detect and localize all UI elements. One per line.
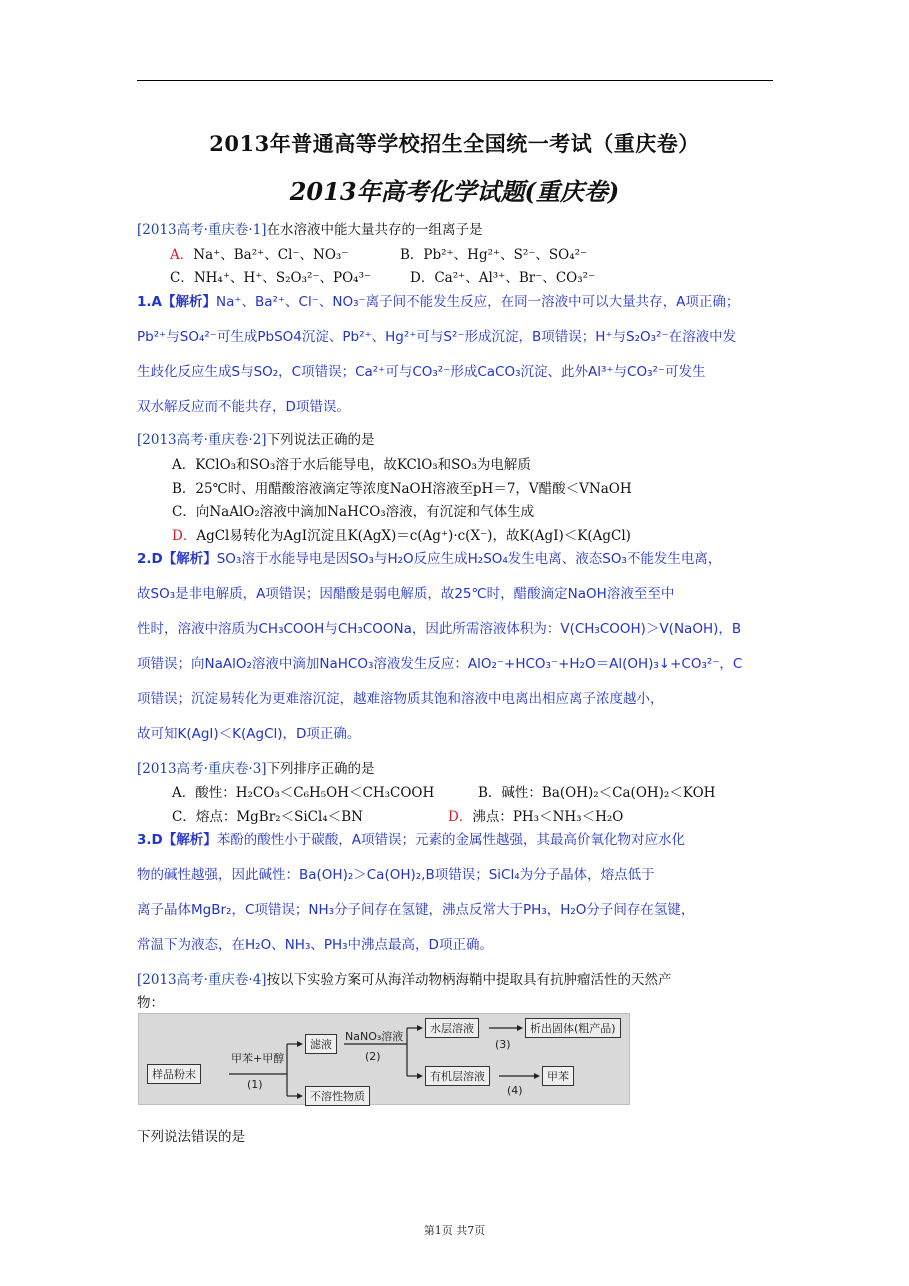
question-text: 下列说法正确的是 <box>266 432 375 448</box>
answer-lead: 2.D【解析】 <box>137 551 217 567</box>
answer-1-line-2: Pb²⁺与SO₄²⁻可生成PbSO4沉淀、Pb²⁺、Hg²⁺可与S²⁻形成沉淀，B项错误；H⁺与S₂O₃²⁻在溶液中发 <box>137 329 737 345</box>
question-2 <box>137 428 375 448</box>
q2-option-d <box>172 524 631 544</box>
question-text: 下列排序正确的是 <box>266 761 375 777</box>
answer-text: SO₃溶于水能导电是因SO₃与H₂O反应生成H₂SO₄发生电离、液态SO₃不能发生电离， <box>216 551 722 567</box>
header-rule <box>137 80 773 81</box>
option-letter: A． <box>170 247 194 263</box>
question-3 <box>137 757 375 777</box>
reagent-toluene-methanol: 甲苯+甲醇 <box>231 1052 285 1065</box>
toluene-box: 甲苯 <box>542 1066 574 1086</box>
answer-2-line-6: 故可知K(AgI)＜K(AgCl)，D项正确。 <box>137 726 361 742</box>
organic-layer-box: 有机层溶液 <box>425 1066 490 1086</box>
answer-1-line-3: 生歧化反应生成S与SO₂，C项错误；Ca²⁺可与CO₃²⁻形成CaCO₃沉淀、此外Al³⁺与CO₃²⁻可发生 <box>137 364 706 380</box>
question-tag: [2013高考·重庆卷·1] <box>137 222 267 238</box>
option-letter: D． <box>172 528 197 544</box>
answer-1-line-1 <box>137 290 739 310</box>
sub-title: 2013年高考化学试题(重庆卷) <box>289 177 620 206</box>
q1-option-d: D．Ca²⁺、Al³⁺、Br⁻、CO₃²⁻ <box>410 270 596 286</box>
step-4-label: (4) <box>507 1084 523 1097</box>
step-1-label: (1) <box>247 1078 263 1091</box>
extraction-flow-diagram <box>138 1013 630 1105</box>
question-tag: [2013高考·重庆卷·3] <box>137 761 267 777</box>
main-title: 2013年普通高等学校招生全国统一考试（重庆卷） <box>209 131 700 156</box>
aqueous-layer-box: 水层溶液 <box>425 1018 479 1038</box>
step-2-label: (2) <box>365 1050 381 1063</box>
option-letter: D． <box>448 809 473 825</box>
q3-option-d <box>448 805 623 825</box>
answer-2-line-2: 故SO₃是非电解质，A项错误；因醋酸是弱电解质，故25℃时，醋酸滴定NaOH溶液至至中 <box>137 586 675 602</box>
answer-3-line-1 <box>137 828 685 848</box>
answer-2-line-1 <box>137 547 721 567</box>
question-4 <box>137 968 672 988</box>
page-footer: 第1页 共7页 <box>423 1224 486 1237</box>
question-tag: [2013高考·重庆卷·2] <box>137 432 267 448</box>
insoluble-box: 不溶性物质 <box>305 1086 370 1106</box>
answer-3-line-3: 离子晶体MgBr₂，C项错误；NH₃分子间存在氢键，沸点反常大于PH₃，H₂O分子间存在氢键， <box>137 902 695 918</box>
q2-option-a: A．KClO₃和SO₃溶于水后能导电，故KClO₃和SO₃为电解质 <box>172 457 531 473</box>
sample-powder-box: 样品粉末 <box>147 1064 201 1084</box>
answer-text: Na⁺、Ba²⁺、Cl⁻、NO₃⁻离子间不能发生反应，在同一溶液中可以大量共存，A项正确； <box>215 294 740 310</box>
q1-option-b: B．Pb²⁺、Hg²⁺、S²⁻、SO₄²⁻ <box>400 247 588 263</box>
crude-product-box: 析出固体(粗产品) <box>525 1018 621 1038</box>
question-4-prompt: 下列说法错误的是 <box>137 1129 245 1145</box>
answer-text: 苯酚的酸性小于碳酸，A项错误；元素的金属性越强，其最高价氧化物对应水化 <box>216 832 685 848</box>
q3-option-c: C．熔点：MgBr₂＜SiCl₄＜BN <box>172 809 363 825</box>
answer-3-line-4: 常温下为液态，在H₂O、NH₃、PH₃中沸点最高，D项正确。 <box>137 937 493 953</box>
q2-option-c: C．向NaAlO₂溶液中滴加NaHCO₃溶液，有沉淀和气体生成 <box>172 504 535 520</box>
q1-option-c: C．NH₄⁺、H⁺、S₂O₃²⁻、PO₄³⁻ <box>170 270 372 286</box>
step-3-label: (3) <box>495 1038 511 1051</box>
answer-2-line-5: 项错误；沉淀易转化为更难溶沉淀，越难溶物质其饱和溶液中电离出相应离子浓度越小， <box>137 691 664 707</box>
option-text: AgCl易转化为AgI沉淀且K(AgX)＝c(Ag⁺)·c(X⁻)，故K(AgI)＜K(AgCl) <box>196 528 631 544</box>
answer-2-line-4: 项错误；向NaAlO₂溶液中滴加NaHCO₃溶液发生反应：AlO₂⁻+HCO₃⁻+H₂O＝Al(OH)₃↓+CO₃²⁻，C <box>137 656 743 672</box>
option-text: 沸点：PH₃＜NH₃＜H₂O <box>472 809 624 825</box>
question-tag: [2013高考·重庆卷·4] <box>137 972 267 988</box>
option-text: Na⁺、Ba²⁺、Cl⁻、NO₃⁻ <box>193 247 349 263</box>
answer-lead: 3.D【解析】 <box>137 832 217 848</box>
filtrate-box: 滤液 <box>305 1034 337 1054</box>
q2-option-b: B．25℃时、用醋酸溶液滴定等浓度NaOH溶液至pH＝7，V醋酸＜VNaOH <box>172 481 632 497</box>
question-text: 在水溶液中能大量共存的一组离子是 <box>266 222 483 238</box>
question-4-continued: 物： <box>137 995 164 1011</box>
q3-option-a: A．酸性：H₂CO₃＜C₆H₅OH＜CH₃COOH <box>172 785 435 801</box>
q3-option-b: B．碱性：Ba(OH)₂＜Ca(OH)₂＜KOH <box>478 785 716 801</box>
reagent-nano3: NaNO₃溶液 <box>345 1030 404 1043</box>
question-1 <box>137 218 483 238</box>
answer-3-line-2: 物的碱性越强，因此碱性：Ba(OH)₂＞Ca(OH)₂,B项错误；SiCl₄为分子晶体，熔点低于 <box>137 867 655 883</box>
answer-1-line-4: 双水解反应而不能共存，D项错误。 <box>137 399 350 415</box>
question-text: 按以下实验方案可从海洋动物柄海鞘中提取具有抗肿瘤活性的天然产 <box>266 972 672 988</box>
answer-2-line-3: 性时，溶液中溶质为CH₃COOH与CH₃COONa，因此所需溶液体积为：V(CH₃COOH)＞V(NaOH)，B <box>137 621 742 637</box>
answer-lead: 1.A【解析】 <box>137 294 216 310</box>
q1-option-a <box>170 243 348 263</box>
